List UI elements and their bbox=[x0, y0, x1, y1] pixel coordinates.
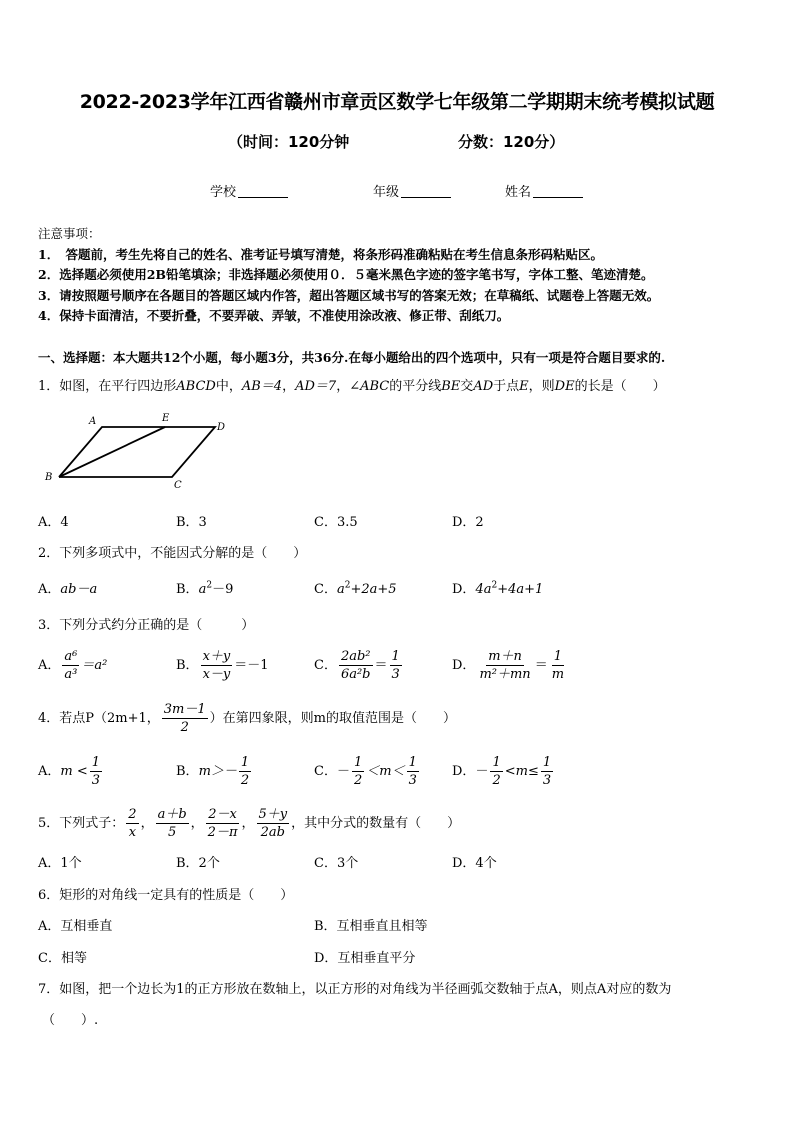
q6-option-c[interactable]: C．相等 bbox=[38, 951, 87, 966]
q1-option-d[interactable]: D．2 bbox=[452, 515, 484, 530]
q5-option-c[interactable]: C．3个 bbox=[314, 856, 359, 871]
school-label: 学校 bbox=[210, 185, 237, 200]
q4-option-d[interactable]: D．－ $\frac{1}{2}$ <m≤ $\frac{1}{3}$ bbox=[452, 755, 552, 788]
question-7-tail: （ ）. bbox=[42, 1013, 99, 1028]
question-6: 6．矩形的对角线一定具有的性质是（ ） bbox=[38, 888, 294, 903]
q1-option-a[interactable]: A．4 bbox=[38, 515, 69, 530]
q3-option-d[interactable]: D． $\frac{m+n}{\text{m²＋mn}}$ ＝ $\frac{1}{m}$ bbox=[452, 649, 565, 682]
question-3: 3．下列分式约分正确的是（ ） bbox=[38, 618, 255, 633]
question-2: 2．下列多项式中，不能因式分解的是（ ） bbox=[38, 546, 307, 561]
q3-option-a[interactable]: A． $\frac{\text{a⁶}}{\text{a³}}$ ＝a² bbox=[38, 649, 108, 682]
q2-option-c[interactable]: C．$a^2+2a+5$ bbox=[314, 580, 397, 597]
label-b: B bbox=[45, 472, 53, 483]
name-field[interactable] bbox=[505, 181, 583, 200]
q5-option-b[interactable]: B．2个 bbox=[176, 856, 220, 871]
section-heading: 一、选择题：本大题共12个小题，每小题3分，共36分.在每小题给出的四个选项中，只有一项是符合题目要求的. bbox=[38, 350, 666, 365]
q4-option-b[interactable]: B．m＞－ $\frac{1}{2}$ bbox=[176, 755, 250, 788]
note-item: 3．请按照题号顺序在各题目的答题区域内作答，超出答题区域书写的答案无效；在草稿纸、试题卷上答题无效。 bbox=[38, 288, 660, 303]
q2-option-a[interactable]: A．ab－a bbox=[38, 582, 98, 597]
school-blank[interactable] bbox=[238, 184, 288, 198]
q3-option-b[interactable]: B． $\frac{x+y}{x-y}$ ＝－1 bbox=[176, 649, 269, 682]
note-item: 4．保持卡面清洁，不要折叠，不要弄破、弄皱，不准使用涂改液、修正带、刮纸刀。 bbox=[38, 308, 510, 323]
q2-option-b[interactable]: B．$a^2-9$ bbox=[176, 580, 234, 597]
question-5: 5．下列式子： $\frac{2}{x}$ ， $\frac{a+b}{5}$ ， $\frac{2-x}{2-\pi}$ ， $\frac{5+y}{2ab}$ ，其中分式的数量有（ ） bbox=[38, 807, 461, 840]
name-label: 姓名 bbox=[505, 185, 532, 200]
question-7: 7．如图，把一个边长为1的正方形放在数轴上，以正方形的对角线为半径画弧交数轴于点A，则点A对应的数为 bbox=[38, 982, 672, 997]
note-item: 1． 答题前，考生先将自己的姓名、准考证号填写清楚，将条形码准确粘贴在考生信息条形码粘贴区。 bbox=[38, 247, 603, 262]
q6-option-a[interactable]: A．互相垂直 bbox=[38, 919, 113, 934]
q1-option-c[interactable]: C．3.5 bbox=[314, 515, 358, 530]
grade-field[interactable] bbox=[373, 181, 451, 200]
note-item: 2．选择题必须使用2B铅笔填涂；非选择题必须使用０．５毫米黑色字迹的签字笔书写，字体工整、笔迹清楚。 bbox=[38, 267, 654, 282]
grade-blank[interactable] bbox=[401, 184, 451, 198]
name-blank[interactable] bbox=[533, 184, 583, 198]
q1-option-b[interactable]: B．3 bbox=[176, 515, 207, 530]
q2-option-d[interactable]: D．$4a^2+4a+1$ bbox=[452, 580, 544, 597]
label-e: E bbox=[162, 413, 170, 424]
school-field[interactable] bbox=[210, 181, 288, 200]
parallelogram-figure bbox=[40, 408, 240, 492]
notes-heading: 注意事项： bbox=[38, 226, 101, 241]
q6-option-d[interactable]: D．互相垂直平分 bbox=[314, 951, 416, 966]
label-c: C bbox=[174, 480, 182, 491]
q5-option-a[interactable]: A．1个 bbox=[38, 856, 82, 871]
q3-option-c[interactable]: C． $\frac{\text{2ab²}}{\text{6a²b}}$ ＝ $\frac{1}{3}$ bbox=[314, 649, 400, 682]
exam-title: 2022-2023学年江西省赣州市章贡区数学七年级第二学期期末统考模拟试题 bbox=[79, 91, 715, 113]
q5-option-d[interactable]: D．4个 bbox=[452, 856, 497, 871]
question-1: 1．如图，在平行四边形ABCD中，AB＝4，AD＝7，∠ABC的平分线BE交AD于点E，则DE的长是（ ） bbox=[38, 379, 666, 394]
question-4: 4．若点P（2m+1， $\frac{3m-1}{2}$ ）在第四象限，则m的取值范围是（ ） bbox=[38, 702, 456, 735]
exam-score: 分数：120分） bbox=[458, 133, 565, 151]
q4-option-c[interactable]: C．－ $\frac{1}{2}$ ＜m＜ $\frac{1}{3}$ bbox=[314, 755, 417, 788]
label-a: A bbox=[89, 416, 97, 427]
label-d: D bbox=[217, 422, 226, 433]
q4-option-a[interactable]: A．m < $\frac{1}{3}$ bbox=[38, 755, 101, 788]
q6-option-b[interactable]: B．互相垂直且相等 bbox=[314, 919, 428, 934]
grade-label: 年级 bbox=[373, 185, 400, 200]
exam-time: （时间：120分钟 bbox=[228, 133, 350, 151]
